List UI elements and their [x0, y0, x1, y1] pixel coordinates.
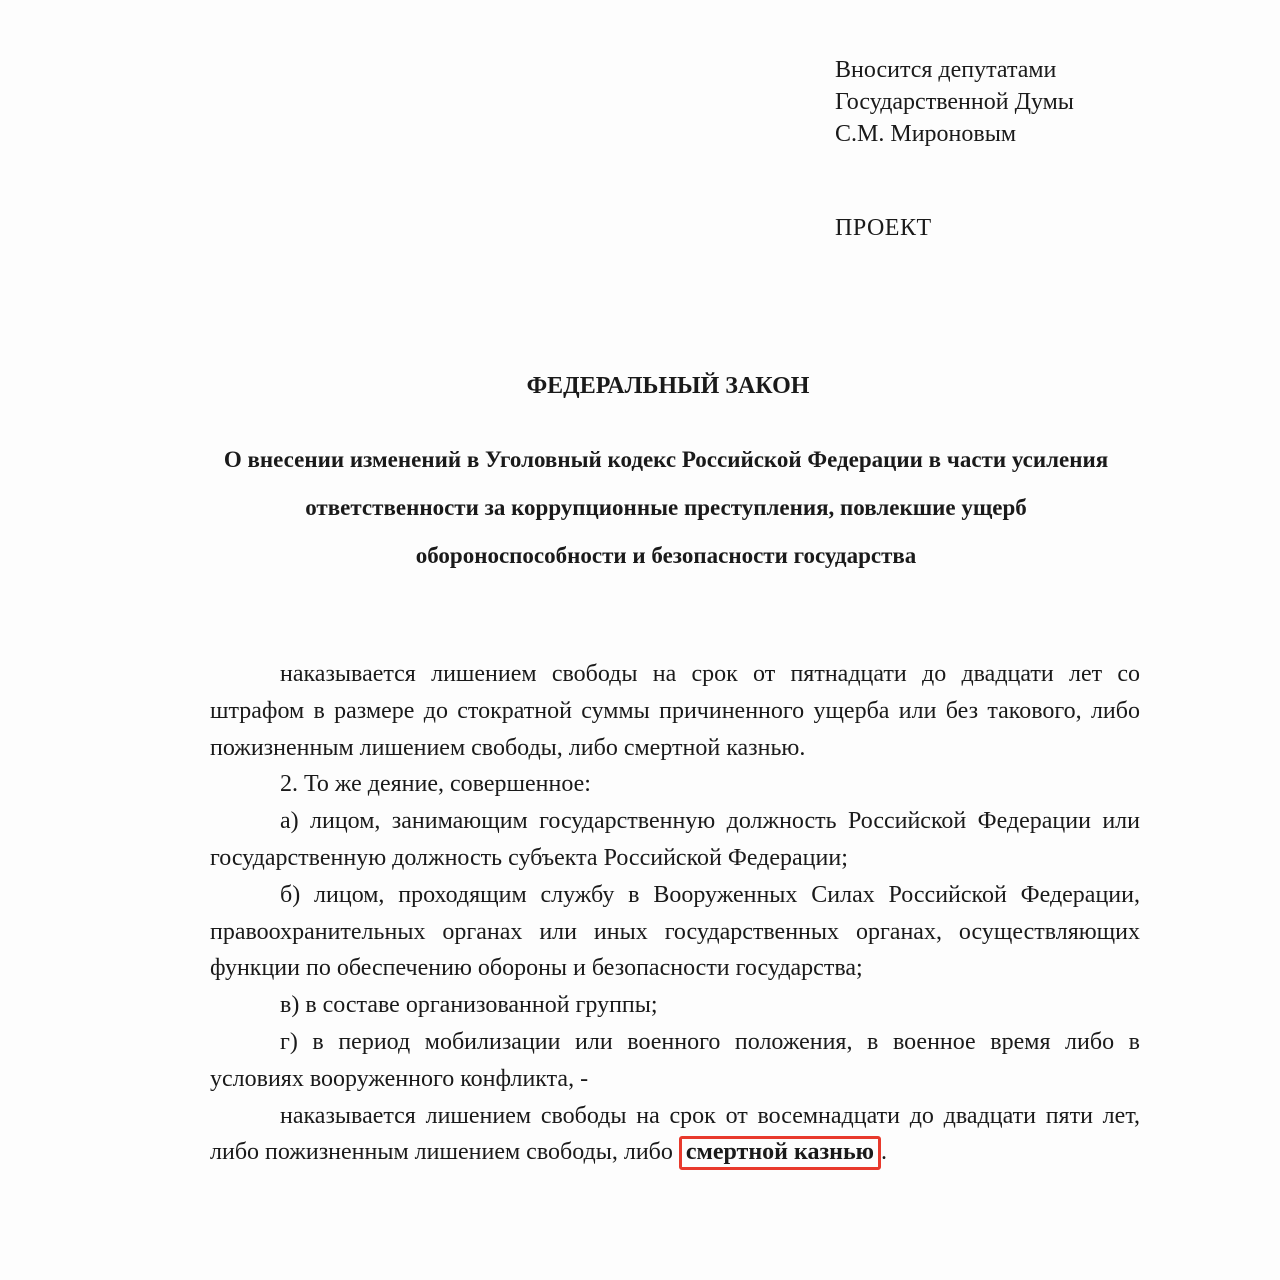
highlighted-phrase: смертной казнью [679, 1136, 881, 1170]
body-paragraph: а) лицом, занимающим государственную должность Российской Федерации или государственную должность субъекта Российской Федерации; [210, 808, 1140, 871]
body-paragraph: б) лицом, проходящим службу в Вооруженных Силах Российской Федерации, правоохранительных органах или иных государственных органах, осуществляющих функции по обеспечению обороны и безопасности государства; [210, 881, 1140, 982]
law-body [210, 656, 1140, 1171]
law-type-heading: ФЕДЕРАЛЬНЫЙ ЗАКОН [526, 373, 810, 399]
body-paragraph: г) в период мобилизации или военного положения, в военное время либо в условиях вооруженного конфликта, - [210, 1028, 1140, 1092]
final-paragraph-text: наказывается лишением свободы на срок от восемнадцати до двадцати пяти лет, либо пожизненным лишением свободы, либо [210, 1102, 1140, 1166]
final-paragraph-end: . [880, 1139, 887, 1166]
submitted-by-line-3: С.М. Мироновым [835, 121, 1017, 147]
body-paragraph: в) в составе организованной группы; [280, 992, 658, 1019]
project-label: ПРОЕКТ [835, 215, 932, 241]
law-title: О внесении изменений в Уголовный кодекс Российской Федерации в части усиления ответственности за коррупционные преступления, повлекшие ущерб обороноспособности и безопасности государства [223, 447, 1109, 568]
body-paragraph: наказывается лишением свободы на срок от пятнадцати до двадцати лет со штрафом в размере до стократной суммы причиненного ущерба или без такового, либо пожизненным лишением свободы, либо смертной казнью. [210, 661, 1140, 761]
body-paragraph-final [210, 1098, 1140, 1172]
submitted-by-line-2: Государственной Думы [835, 89, 1074, 115]
submitted-by-line-1: Вносится депутатами [835, 57, 1057, 83]
body-paragraph: 2. То же деяние, совершенное: [280, 771, 591, 798]
submitted-by-block [835, 54, 1074, 150]
